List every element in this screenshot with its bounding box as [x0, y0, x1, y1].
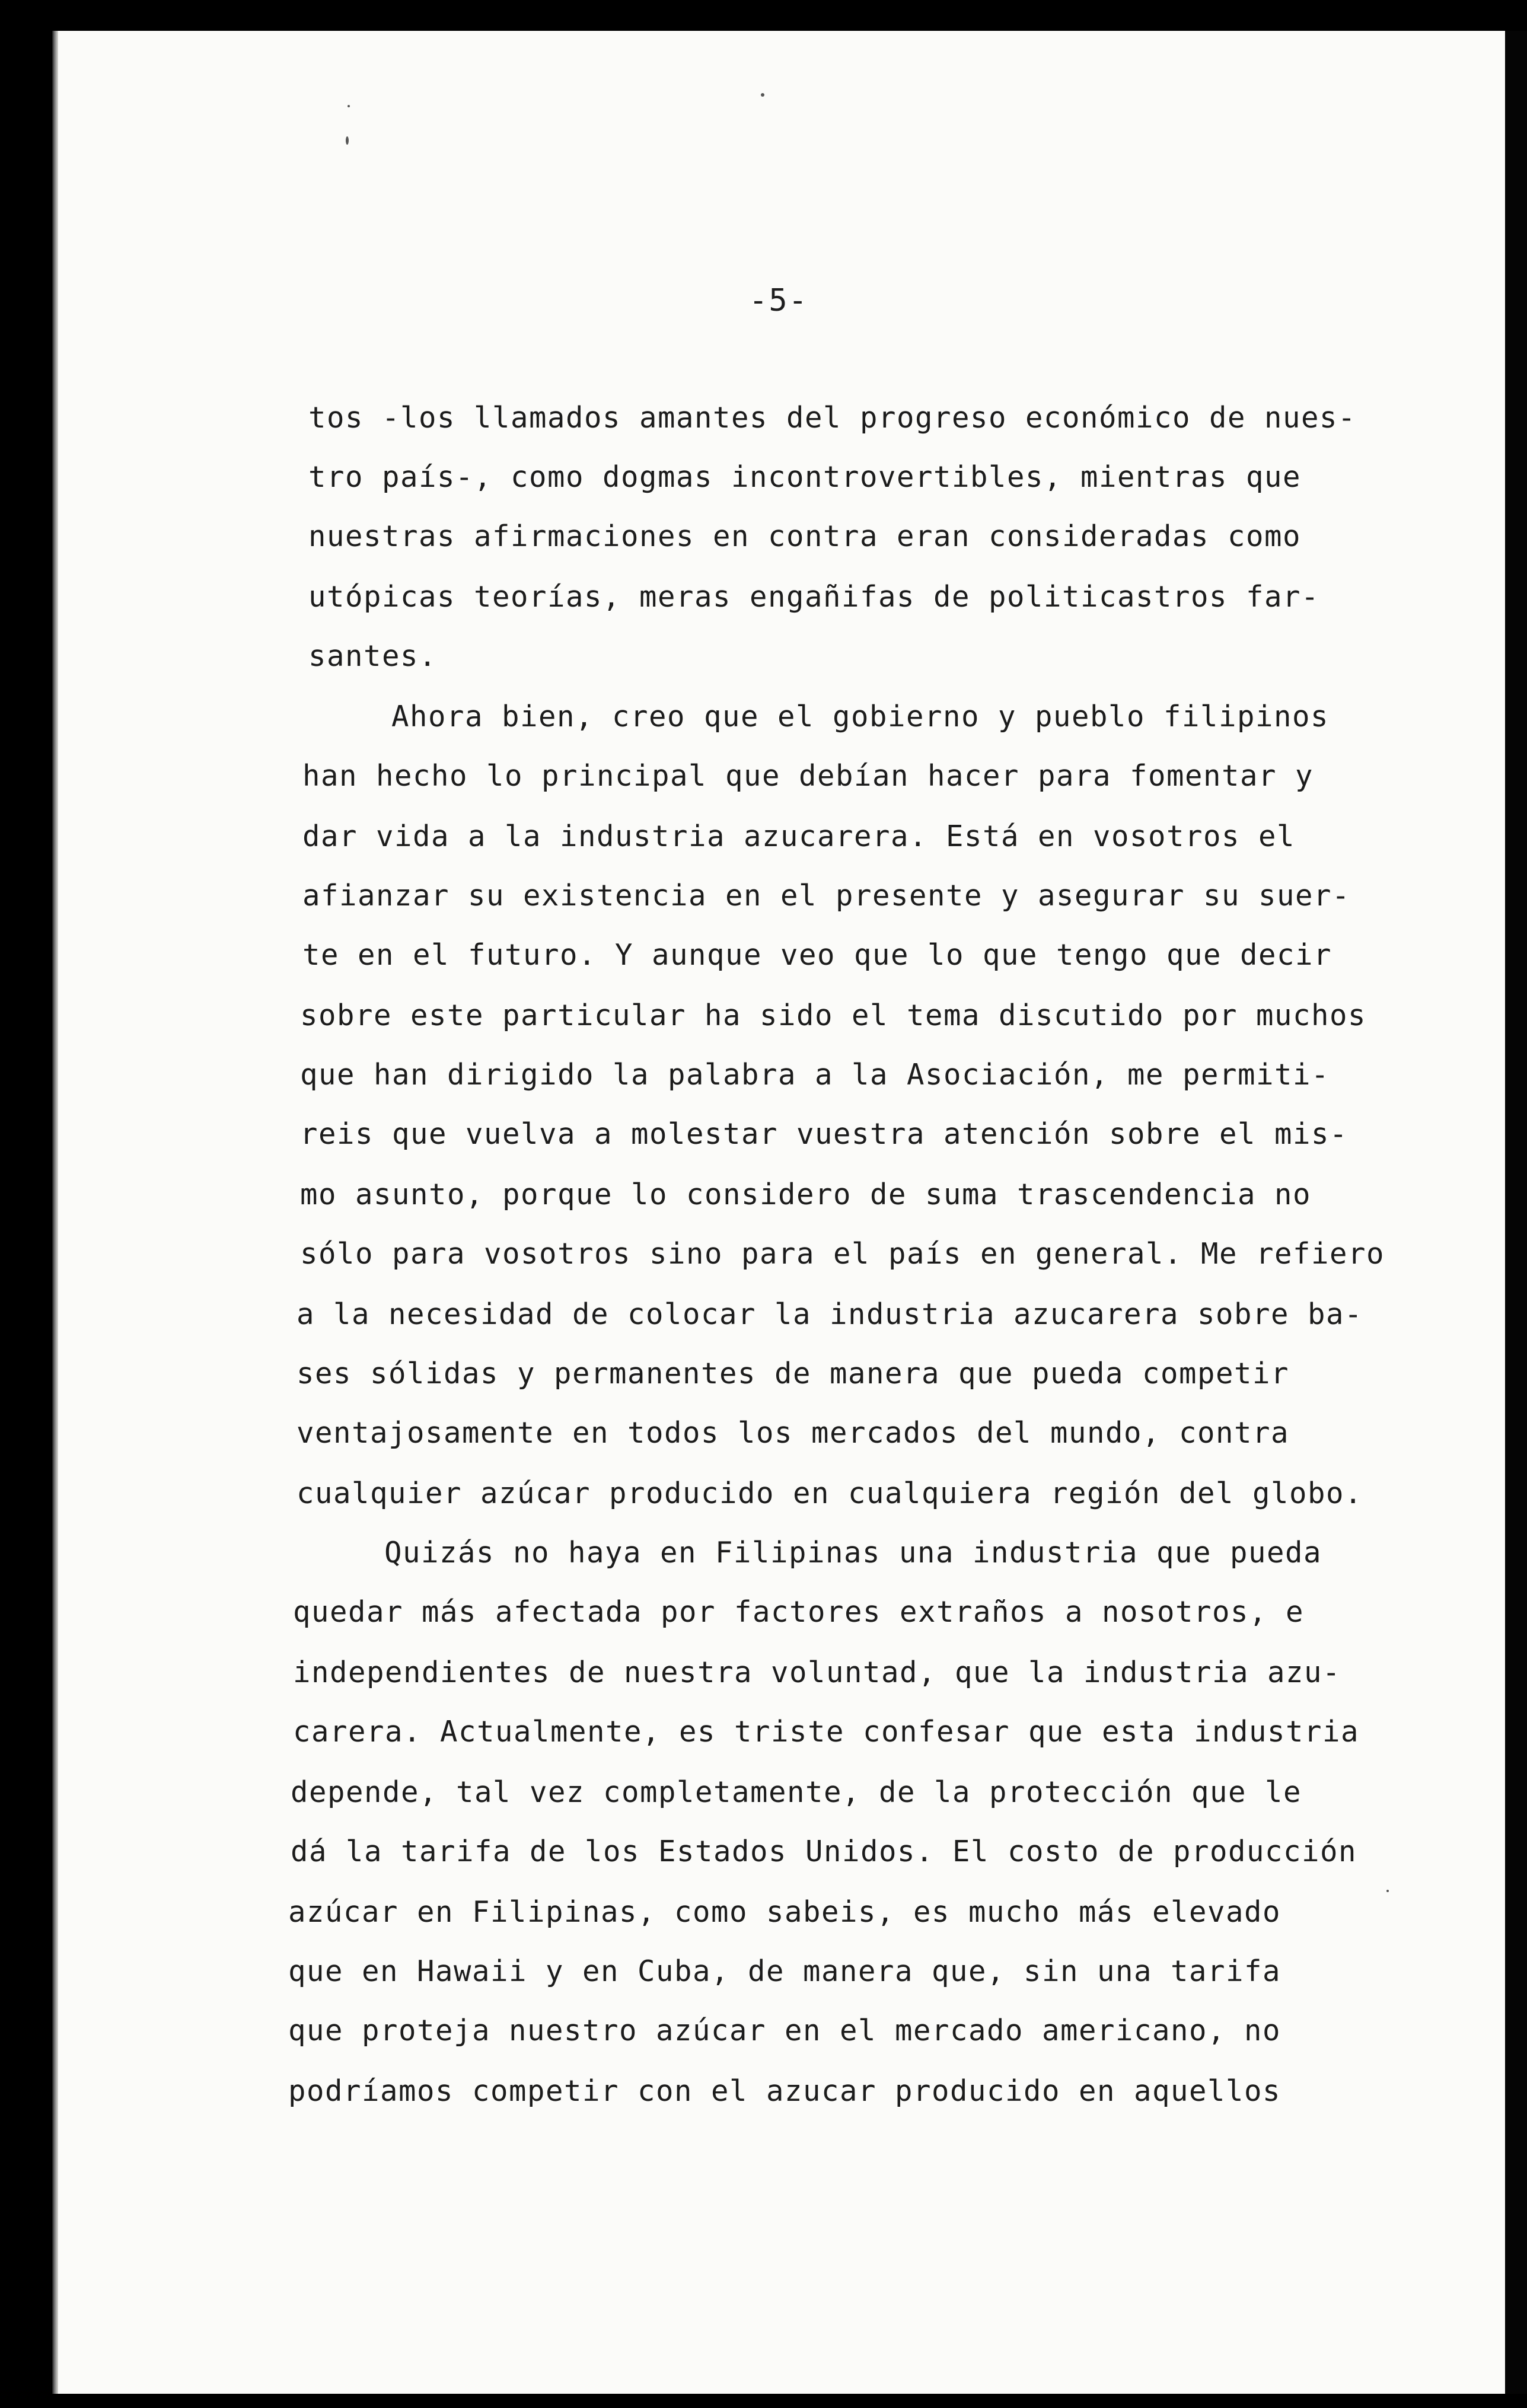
text-line: nuestras afirmaciones en contra eran consideradas como [308, 519, 1302, 553]
scan-speck [761, 93, 764, 97]
text-line: afianzar su existencia en el presente y asegurar su suer- [302, 879, 1351, 913]
text-line: han hecho lo principal que debían hacer para fomentar y [302, 759, 1314, 793]
paper-sheet [52, 31, 1505, 2394]
text-line: a la necesidad de colocar la industria azucarera sobre ba- [297, 1297, 1363, 1331]
page-number: -5- [749, 283, 808, 318]
text-line: reis que vuelva a molestar vuestra atención sobre el mis- [300, 1117, 1349, 1151]
text-line: que en Hawaii y en Cuba, de manera que, sin una tarifa [288, 1954, 1281, 1988]
text-line: ses sólidas y permanentes de manera que pueda competir [297, 1357, 1290, 1390]
scan-speck [346, 136, 349, 145]
text-line: dá la tarifa de los Estados Unidos. El costo de producción [291, 1835, 1357, 1868]
text-line: tro país-, como dogmas incontrovertibles, mientras que [308, 460, 1302, 494]
text-line: santes. [308, 639, 438, 673]
text-line: carera. Actualmente, es triste confesar que esta industria [293, 1715, 1360, 1749]
scan-speck [1386, 1890, 1389, 1892]
text-line: dar vida a la industria azucarera. Está en vosotros el [302, 819, 1296, 853]
text-line: depende, tal vez completamente, de la protección que le [291, 1775, 1302, 1809]
text-line: ventajosamente en todos los mercados del mundo, contra [297, 1416, 1290, 1450]
text-line: te en el futuro. Y aunque veo que lo que tengo que decir [302, 938, 1332, 972]
text-line: cualquier azúcar producido en cualquiera región del globo. [297, 1476, 1363, 1510]
paper-left-edge [52, 31, 58, 2394]
text-line: que han dirigido la palabra a la Asociación, me permiti- [300, 1058, 1330, 1092]
text-line: quedar más afectada por factores extraños a nosotros, e [293, 1595, 1305, 1629]
text-line: independientes de nuestra voluntad, que la industria azu- [293, 1656, 1341, 1689]
text-line: podríamos competir con el azucar producido en aquellos [288, 2074, 1281, 2108]
text-line: Ahora bien, creo que el gobierno y pueblo filipinos [391, 700, 1330, 733]
text-line: sólo para vosotros sino para el país en general. Me refiero [300, 1237, 1385, 1271]
scan-speck [348, 105, 350, 107]
text-line: que proteja nuestro azúcar en el mercado americano, no [288, 2014, 1281, 2047]
text-line: Quizás no haya en Filipinas una industria que pueda [384, 1536, 1322, 1570]
text-line: mo asunto, porque lo considero de suma trascendencia no [300, 1178, 1312, 1211]
scan-border [1505, 31, 1527, 2394]
text-line: sobre este particular ha sido el tema discutido por muchos [300, 999, 1367, 1032]
text-line: tos -los llamados amantes del progreso económico de nues- [308, 401, 1357, 435]
text-line: utópicas teorías, meras engañifas de politicastros far- [308, 580, 1320, 614]
text-line: azúcar en Filipinas, como sabeis, es mucho más elevado [288, 1895, 1281, 1929]
